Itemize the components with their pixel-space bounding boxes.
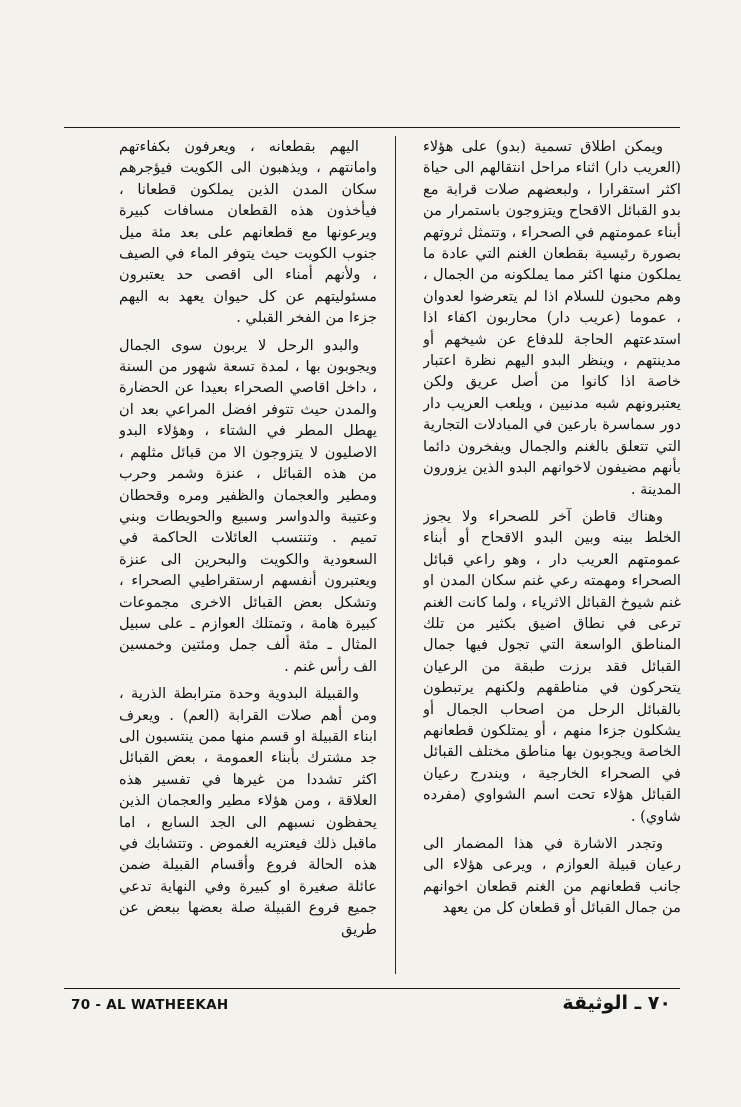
paragraph: والقبيلة البدوية وحدة مترابطة الذرية ، ومن أهم صلات القرابة (العم) . ويعرف ابناء القبيلة او قسم منها ممن ينتسبون الى جد مشترك بأبناء العمومة ، بعض القبائل اكثر تشددا من غيرها في تفسير هذه العلاقة ، ومن هؤلاء مطير والعجمان الذين يحفظون نسبهم الى الجد السابع ، اما ماقبل ذلك فيعتريه الغموض . وتتشابك في هذه الحالة فروع وأقسام القبيلة ضمن عائلة صغيرة او كبيرة وفي النهاية تدعي جميع فروع القبيلة صلة بعضها ببعض عن طريق [119, 685, 377, 938]
footer-page-label-latin: 70 - AL WATHEEKAH [71, 997, 229, 1013]
column-divider [395, 136, 396, 974]
footer-page-label-arabic: ٧٠ ـ الوثيقة [562, 992, 671, 1014]
bottom-rule [64, 988, 680, 989]
article-column-left [119, 136, 377, 976]
article-column-right [423, 136, 681, 976]
paragraph: وتجدر الاشارة في هذا المضمار الى رعيان قبيلة العوازم ، ويرعى هؤلاء الى جانب قطعانهم من الغنم قطعان اخوانهم من جمال القبائل أو قطعان كل من يعهد [423, 835, 681, 917]
top-rule [64, 127, 680, 128]
paragraph: والبدو الرحل لا يربون سوى الجمال ويجوبون بها ، لمدة تسعة شهور من السنة ، داخل اقاصي الصحراء بعيدا عن الحضارة والمدن حيث تتوفر افضل المراعي بعد ان يهطل المطر في الشتاء ، وهؤلاء البدو الاصليون لا يتزوجون الا من قبائل مثلهم ، من هذه القبائل ، عنزة وشمر وحرب ومطير والعجمان والظفير ومره وقحطان وعتيبة والدواسر وسبيع والحويطات وبني تميم . وتنتسب العائلات الحاكمة في السعودية والكويت والبحرين الى عنزة ويعتبرون أنفسهم ارستقراطيي الصحراء ، وتشكل بعض القبائل الاخرى مجموعات كبيرة هامة ، وتمتلك العوازم ـ على سبيل المثال ـ مئة ألف جمل ومئتين وخمسين الف رأس غنم . [119, 336, 377, 675]
paragraph: اليهم بقطعانه ، ويعرفون بكفاءتهم وامانتهم ، ويذهبون الى الكويت فيؤجرهم سكان المدن الذين يملكون قطعانا ، فيأخذون هذه القطعان مسافات كبيرة ويرعونها مع قطعانهم على بعد مئة ميل جنوب الكويت حيث يتوفر الماء في الصيف ، ولأنهم أمناء الى اقصى حد يعتبرون مسئوليتهم عن كل حيوان يعهد به اليهم جزءا من الفخر القبلي . [119, 138, 377, 327]
paragraph: ويمكن اطلاق تسمية (بدو) على هؤلاء (العريب دار) اثناء مراحل انتقالهم الى حياة اكثر استقرارا ، ولبعضهم صلات قرابة مع بدو القبائل الاقحاح ويتزوجون باستمرار من أبناء عمومتهم في الصحراء ، وتتمثل ثروتهم بصورة رئيسية بقطعان الغنم التي عادة ما يملكون منها اكثر مما يملكونه من الجمال ، وهم محبون للسلام اذا لم يتعرضوا لعدوان ، عموما (عريب دار) محاربون اكفاء اذا استدعتهم الحاجة للدفاع عن شيخهم أو مدينتهم ، وينظر البدو اليهم نظرة اعتبار خاصة اذا كانوا من أصل عريق ولكن يعتبرونهم شبه مدنيين ، ويلعب العريب دار دور سماسرة بارعين في المبادلات التجارية التي تتعلق بالغنم والجمال ويفخرون دائما بأنهم مضيفون لاخوانهم البدو الذين يزورون المدينة . [423, 138, 681, 498]
paragraph: وهناك قاطن آخر للصحراء ولا يجوز الخلط بينه وبين البدو الاقحاح أو أبناء عمومتهم العريب دار ، وهو راعي قبائل الصحراء ومهمته رعي غنم سكان المدن او غنم شيوخ القبائل الاثرياء ، ولما كانت الغنم ترعى في نطاق اضيق بكثير من تلك المناطق الواسعة التي تجول فيها جمال القبائل فقد برزت طبقة من الرعيان يتحركون في مناطقهم ولكنهم يرتبطون بالقبائل الرحل من اصحاب الجمال أو يشكلون جزءا منهم ، أو يمتلكون قطعانهم الخاصة ويجوبون بها مناطق مختلف القبائل في الصحراء الخارجية ، ويندرج رعيان القبائل هؤلاء تحت اسم الشواوي (مفرده شاوي) . [423, 507, 681, 825]
